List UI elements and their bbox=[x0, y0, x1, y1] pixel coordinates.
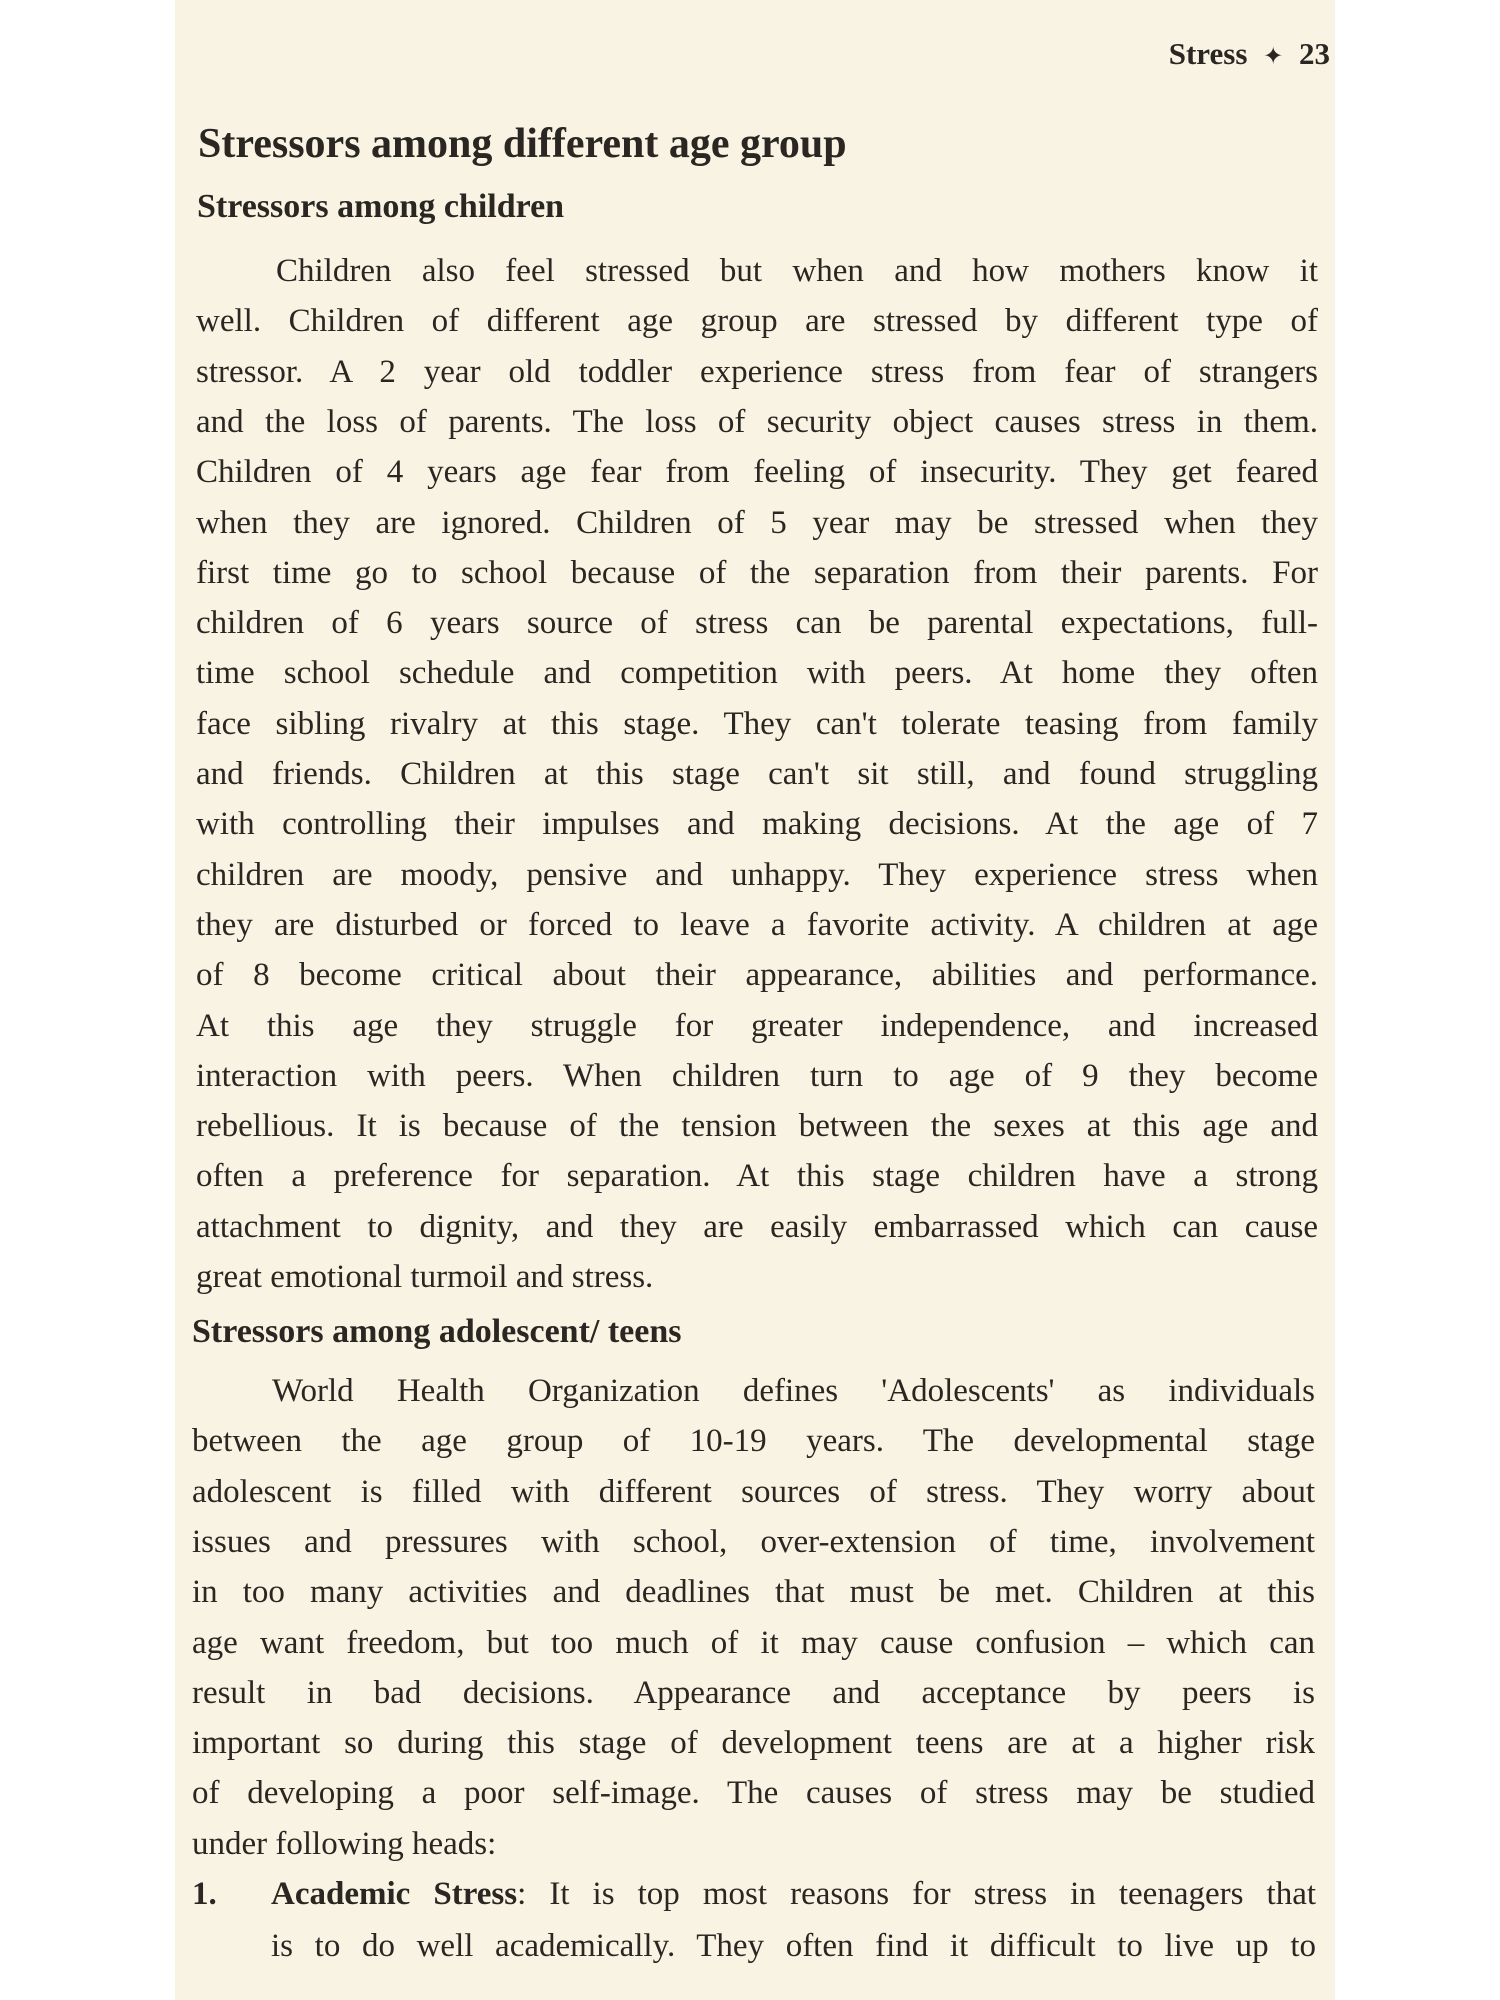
list-text: : It is top most reasons for stress in teenagers that bbox=[517, 1876, 1317, 1912]
text-line: in too many activities and deadlines that must be met. Children at this bbox=[192, 1574, 1315, 1611]
text-line: they are disturbed or forced to leave a favorite activity. A children at age bbox=[196, 906, 1318, 943]
text-line: often a preference for separation. At this stage children have a strong bbox=[196, 1158, 1318, 1195]
text-line: Children also feel stressed but when and how mothers know it bbox=[276, 253, 1318, 289]
text-line: and the loss of parents. The loss of security object causes stress in them. bbox=[196, 403, 1318, 440]
text-line: Children of 4 years age fear from feeling of insecurity. They get feared bbox=[196, 454, 1318, 491]
text-line: age want freedom, but too much of it may cause confusion – which can bbox=[192, 1624, 1315, 1661]
text-line: rebellious. It is because of the tension between the sexes at this age and bbox=[196, 1108, 1318, 1145]
text-line: time school schedule and competition with peers. At home they often bbox=[196, 655, 1318, 692]
list-number: 1. bbox=[192, 1876, 217, 1912]
text-line: of developing a poor self-image. The causes of stress may be studied bbox=[192, 1775, 1315, 1812]
text-line: result in bad decisions. Appearance and acceptance by peers is bbox=[192, 1674, 1315, 1711]
text-line: first time go to school because of the separation from their parents. For bbox=[196, 554, 1318, 591]
text-line: issues and pressures with school, over-extension of time, involvement bbox=[192, 1523, 1315, 1560]
list-label: Academic Stress bbox=[271, 1876, 518, 1912]
diamond-separator-icon: ✦ bbox=[1263, 42, 1284, 70]
text-line: children are moody, pensive and unhappy. They experience stress when bbox=[196, 856, 1318, 893]
text-line: interaction with peers. When children turn to age of 9 they become bbox=[196, 1057, 1318, 1094]
list-line: is to do well academically. They often find it difficult to live up to bbox=[271, 1928, 1316, 1964]
text-line: face sibling rivalry at this stage. They can't tolerate teasing from family bbox=[196, 705, 1318, 742]
text-line: of 8 become critical about their appearance, abilities and performance. bbox=[196, 957, 1318, 994]
text-line: World Health Organization defines 'Adolescents' as individuals bbox=[272, 1373, 1315, 1409]
section-heading-adolescents: Stressors among adolescent/ teens bbox=[192, 1313, 682, 1350]
list-line bbox=[271, 1872, 1316, 1916]
text-line: adolescent is filled with different sources of stress. They worry about bbox=[192, 1473, 1315, 1510]
text-line: when they are ignored. Children of 5 year may be stressed when they bbox=[196, 504, 1318, 541]
text-line: children of 6 years source of stress can be parental expectations, full- bbox=[196, 605, 1318, 642]
text-line: At this age they struggle for greater independence, and increased bbox=[196, 1007, 1318, 1044]
text-line: between the age group of 10-19 years. The developmental stage bbox=[192, 1423, 1315, 1460]
text-line: important so during this stage of development teens are at a higher risk bbox=[192, 1725, 1315, 1762]
text-line: and friends. Children at this stage can't sit still, and found struggling bbox=[196, 756, 1318, 792]
header-section: Stress bbox=[1168, 36, 1248, 71]
section-heading-children: Stressors among children bbox=[197, 188, 565, 225]
text-line: stressor. A 2 year old toddler experience stress from fear of strangers bbox=[196, 353, 1318, 390]
text-line: great emotional turmoil and stress. bbox=[196, 1259, 654, 1295]
text-line: under following heads: bbox=[192, 1825, 497, 1862]
text-line: with controlling their impulses and making decisions. At the age of 7 bbox=[196, 806, 1318, 843]
page-number: 23 bbox=[1299, 36, 1330, 71]
running-header bbox=[1169, 36, 1330, 72]
text-line: well. Children of different age group are stressed by different type of bbox=[196, 303, 1318, 340]
text-line: attachment to dignity, and they are easily embarrassed which can cause bbox=[196, 1208, 1318, 1245]
chapter-heading: Stressors among different age group bbox=[198, 121, 847, 167]
